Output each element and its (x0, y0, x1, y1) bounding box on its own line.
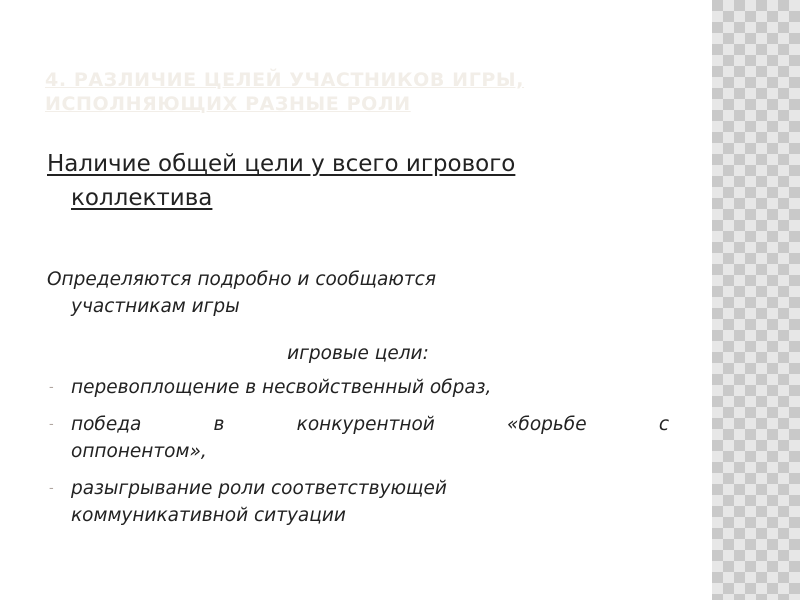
bullet-dash: - (49, 417, 54, 432)
list-item-text-continued: оппонентом», (71, 441, 207, 462)
decorative-side-band (712, 0, 800, 600)
heading-line-1: Наличие общей цели у всего игрового (47, 151, 516, 177)
list-item-text-continued: коммуникативной ситуации (71, 505, 346, 526)
goals-list (47, 374, 669, 539)
slide-title-line-1: 4. РАЗЛИЧИЕ ЦЕЛЕЙ УЧАСТНИКОВ ИГРЫ, (45, 69, 525, 91)
bullet-dash: - (49, 380, 54, 395)
list-item (47, 475, 669, 529)
list-item (47, 374, 669, 401)
list-item-text: победа в конкурентной «борьбе с (71, 414, 669, 435)
heading-line-2: коллектива (71, 185, 213, 211)
slide-title (45, 68, 665, 116)
intro-line-1: Определяются подробно и сообщаются (47, 269, 436, 290)
list-item-text: перевоплощение в несвойственный образ, (71, 377, 492, 398)
goals-label: игровые цели: (287, 343, 429, 364)
list-item-text: разыгрывание роли соответствующей (71, 478, 447, 499)
slide-title-line-2: ИСПОЛНЯЮЩИХ РАЗНЫЕ РОЛИ (45, 93, 411, 115)
intro-paragraph (47, 266, 669, 320)
bullet-dash: - (49, 481, 54, 496)
intro-line-2: участникам игры (71, 296, 240, 317)
slide-heading (47, 147, 667, 215)
list-item (47, 411, 669, 465)
